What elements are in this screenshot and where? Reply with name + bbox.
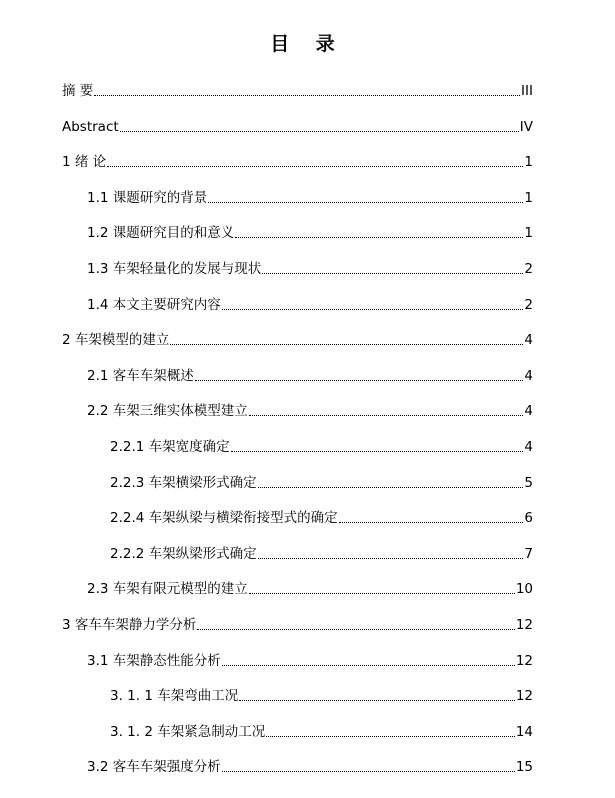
toc-dot-leader: [195, 380, 524, 381]
toc-entry-label: 2.2.3 车架横梁形式确定: [110, 474, 257, 491]
toc-entry[interactable]: [110, 473, 533, 493]
toc-dot-leader: [120, 131, 519, 132]
toc-entry-page-number: 2: [524, 261, 533, 277]
toc-entry-page-number: IV: [519, 118, 533, 135]
toc-dot-leader: [262, 273, 523, 274]
toc-entry-page-number: 12: [515, 688, 533, 705]
toc-entry-page-number: 4: [524, 439, 533, 455]
toc-entry[interactable]: [110, 437, 533, 457]
toc-entry[interactable]: [62, 81, 533, 101]
toc-entry-label: 1.2 课题研究目的和意义: [87, 225, 235, 242]
toc-entry[interactable]: [87, 259, 533, 279]
toc-entry-label: 2.2.1 车架宽度确定: [110, 439, 230, 455]
toc-dot-leader: [94, 95, 520, 96]
toc-entry-page-number: 7: [524, 545, 533, 562]
toc-entry[interactable]: [87, 757, 533, 777]
toc-entry-label: 3 客车车架静力学分析: [62, 617, 197, 633]
toc-entry-page-number: 15: [515, 759, 533, 776]
toc-entry[interactable]: [110, 508, 533, 528]
page-title: 目 录: [270, 33, 345, 55]
toc-entry-page-number: 1: [524, 225, 533, 242]
toc-entry-page-number: 4: [524, 367, 533, 384]
toc-entry[interactable]: [87, 579, 533, 599]
toc-entry-page-number: 1: [524, 154, 533, 171]
toc-entry-label: 3.2 客车车架强度分析: [87, 759, 221, 776]
toc-entry-label: 1 绪 论: [62, 154, 107, 171]
toc-entry-page-number: 12: [515, 617, 533, 633]
toc-entry[interactable]: [87, 366, 533, 386]
toc-entry-page-number: 6: [524, 510, 533, 527]
toc-entry-label: 1.3 车架轻量化的发展与现状: [87, 261, 262, 277]
toc-entry[interactable]: [110, 544, 533, 564]
toc-dot-leader: [249, 415, 524, 416]
toc-entry-page-number: III: [521, 83, 533, 99]
toc-entry[interactable]: [87, 295, 533, 315]
toc-entry-label: 2.3 车架有限元模型的建立: [87, 581, 248, 598]
toc-entry[interactable]: [110, 722, 533, 742]
toc-entry[interactable]: [62, 615, 533, 635]
toc-dot-leader: [107, 166, 523, 167]
toc-entry-page-number: 12: [515, 652, 533, 669]
toc-entry-page-number: 4: [524, 403, 533, 420]
toc-entry-label: 2.1 客车车架概述: [87, 367, 194, 384]
toc-dot-leader: [339, 522, 524, 523]
toc-entry[interactable]: [62, 330, 533, 350]
toc-dot-leader: [258, 558, 524, 559]
toc-entry[interactable]: [62, 117, 533, 137]
toc-entry[interactable]: [87, 401, 533, 421]
toc-entry-label: 2 车架模型的建立: [62, 332, 170, 349]
toc-entry-page-number: 1: [524, 189, 533, 206]
toc-dot-leader: [258, 487, 524, 488]
toc-entry-label: 2.2.2 车架纵梁形式确定: [110, 545, 257, 562]
toc-entry-label: 3.1 车架静态性能分析: [87, 652, 221, 669]
toc-entry-page-number: 14: [515, 723, 533, 740]
toc-entry[interactable]: [62, 152, 533, 172]
toc-dot-leader: [235, 237, 523, 238]
toc-entry-page-number: 5: [524, 474, 533, 491]
toc-entry[interactable]: [87, 188, 533, 208]
toc-entry-label: 2.2 车架三维实体模型建立: [87, 403, 248, 420]
toc-entry-label: 3. 1. 2 车架紧急制动工况: [110, 723, 266, 740]
toc-dot-leader: [231, 451, 524, 452]
toc-dot-leader: [222, 771, 515, 772]
toc-entry-label: Abstract: [62, 118, 119, 135]
toc-entry-label: 2.2.4 车架纵梁与横梁衔接型式的确定: [110, 510, 338, 527]
toc-entry-page-number: 2: [524, 296, 533, 313]
toc-entry[interactable]: [87, 651, 533, 671]
toc-entry[interactable]: [110, 686, 533, 706]
toc-entry-label: 1.4 本文主要研究内容: [87, 296, 221, 313]
toc-entry-label: 3. 1. 1 车架弯曲工况: [110, 688, 239, 705]
toc-entry-label: 摘 要: [62, 83, 94, 99]
toc-entry-label: 1.1 课题研究的背景: [87, 189, 208, 206]
toc-dot-leader: [249, 593, 515, 594]
toc-entry-page-number: 4: [524, 332, 533, 349]
toc-dot-leader: [239, 700, 515, 701]
toc-entry[interactable]: [87, 223, 533, 243]
toc-dot-leader: [222, 665, 515, 666]
toc-entry-page-number: 10: [515, 581, 533, 598]
toc-dot-leader: [197, 629, 514, 630]
toc-dot-leader: [222, 309, 524, 310]
toc-dot-leader: [170, 344, 523, 345]
toc-dot-leader: [208, 202, 523, 203]
toc-dot-leader: [266, 736, 515, 737]
